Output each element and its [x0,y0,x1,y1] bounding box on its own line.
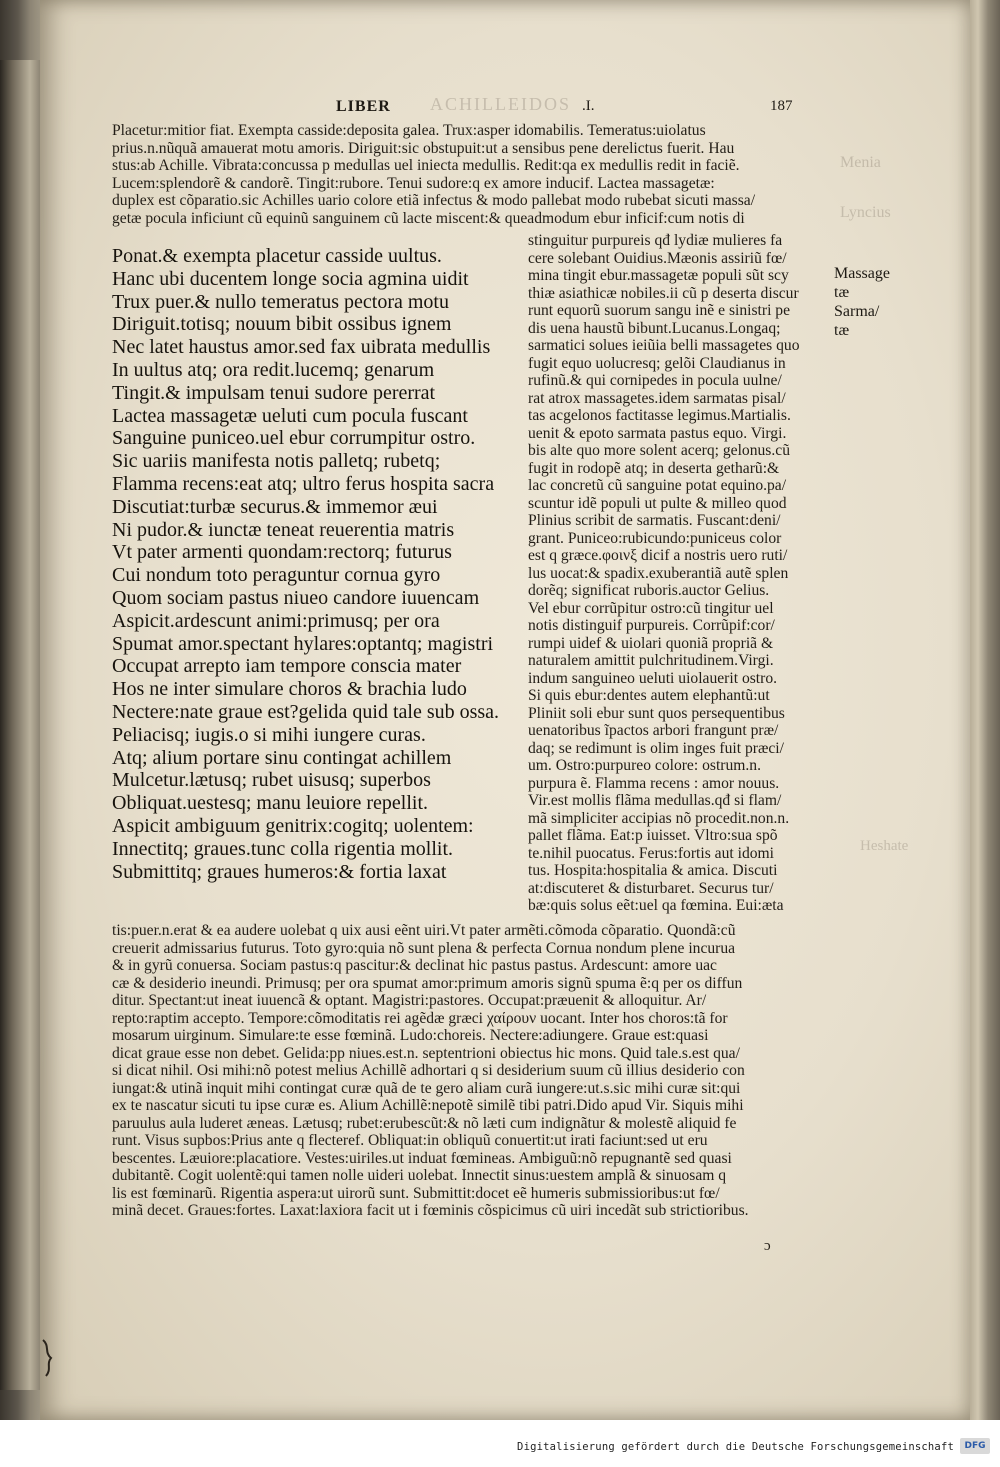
commentary-line: uenatoribus ĩpactos arbori frangunt præ/ [528,722,779,739]
commentary-line: minã decet. Graues:fortes. Laxat:laxiora facit ut i fœminis cõspicimus cũ uiri incedãt sub strictioribus. [112,1202,749,1219]
verse-line: Lactea massagetæ ueluti cum pocula fuscant [112,404,468,427]
verse-line: Aspicit ambiguum genitrix:cogitq; uolentem: [112,814,474,837]
commentary-line: runt. Visus supbos:Prius ante q flecteref. Obliquat:in obliquũ conuertit:ut irati faciunt:sed ut eru [112,1132,708,1149]
verse-line: Obliquat.uestesq; manu leuiore repellit. [112,792,429,815]
commentary-line: & in gyrũ conuersa. Sociam pastus:q pascitur:& declinat hic pastus pastus. Ardescunt: amore uac [112,957,717,974]
commentary-line: indum sanguineo ueluti uiolauerit ostro. [528,669,778,687]
commentary-line: ex te nascatur sicuti tu ipse curæ es. Alium Achillẽ:nepotẽ similẽ tibi patri.Dido apud Vir. Siquis mihi [112,1097,744,1114]
show-through-marginalia-2: Heshate [860,838,909,854]
marginal-notes [834,264,890,340]
commentary-line: Si quis ebur:dentes autem elephantũ:ut [528,687,770,704]
commentary-line: repto:raptim accepto. Tempore:cõmoditatis rei agẽdæ græci χαίρουν uocant. Inter hos choros:tã for [112,1009,728,1027]
commentary-line: Pliniit soli ebur sunt quos persequentibus [528,704,785,722]
commentary-line: Vel ebur corrũpitur ostro:cũ tingitur uel [528,599,774,617]
commentary-line: rufinũ.& qui cornipedes in pocula uulne/ [528,372,782,389]
verse-line: Nectere:nate graue est?gelida quid tale sub ossa. [112,700,500,723]
verse-line: Atq; alium portare sinu contingat achillem [112,746,452,769]
commentary-line: dis uena haustũ bibunt.Lucanus.Longaq; [528,319,781,337]
commentary-line: mosarum uirginum. Simulare:te esse fœminã. Ludo:choreis. Nectere:adiungere. Graue est:quasi [112,1027,709,1044]
verse-line: Ni pudor.& iunctæ teneat reuerentia matris [112,518,455,541]
commentary-line: lus uocat:& spadix.exuberantiã autẽ splen [528,564,789,582]
right-commentary [528,232,800,915]
marginal-note-line: Sarma/ [834,303,880,320]
commentary-line: paruulus aula luderet æneas. Lætusq; rubet:erubescũt:& nõ læti cum indignãtur & molestẽ aliquid fe [112,1114,737,1132]
verse-line: Tingit.& impulsam tenui sudore pererrat [112,381,436,404]
commentary-line: tis:puer.n.erat & ea audere uolebat q uix ausi eẽnt uiri.Vt pater armẽti.cõmoda cõparatio. Quondã:cũ [112,922,736,939]
verse-line: Occupat arrepto iam tempore conscia mater [112,655,462,678]
commentary-line: dubitantẽ. Cogit uolentẽ:qui tamen nolle uideri uolebat. Innectit sinus:uestem amplã & sinuosam q [112,1167,727,1184]
verse-line: Cui nondum toto peraguntur cornua gyro [112,564,441,587]
running-title: LIBER [336,98,391,115]
show-through-text: ACHILLEIDOS [430,94,571,114]
dfg-logo: DFG [960,1438,990,1454]
commentary-line: bescentes. Læuiore:placatiore. Vestes:uiriles.ut induat fœmineas. Ambiguũ:nõ repugnantẽ sed quasi [112,1149,732,1167]
verse-line: Submittitq; graues humeros:& fortia laxat [112,860,447,883]
commentary-line: at:discuteret & disturbaret. Securus tur/ [528,879,774,897]
commentary-line: getæ pocula inficiunt cũ equinũ sanguinem cũ lacte miscent:& queadmodum ebur inficif:cum notis di [112,209,745,227]
commentary-line: dorẽq; significat ruboris.auctor Gelius. [528,582,770,599]
commentary-line: grant. Puniceo:rubicundo:puniceus color [528,529,782,547]
previous-page-edge [0,60,40,1390]
digitization-credit: Digitalisierung gefördert durch die Deutsche Forschungsgemeinschaft [517,1441,954,1453]
verse-line: In uultus atq; ora redit.lucemq; genarum [112,358,435,381]
commentary-line: prius.n.nũquã amauerat motu amoris. Diriguit:sic obstupuit:ut a sensibus pene derelictus fuerit. Hau [112,139,735,157]
show-through-marginalia: Menia Lyncius [840,154,891,221]
commentary-line: thiæ asiathicæ nobiles.ii cũ p deserta discur [528,284,799,302]
verse-line: Peliacisq; iugis.o si mihi iungere curas. [112,723,426,746]
commentary-line: stinguitur purpureis qđ lydiæ mulieres fa [528,232,783,249]
verse-line: Nec latet haustus amor.sed fax uibrata medullis [112,336,491,359]
commentary-line: iungat:& utinã inquit mihi contingat curæ quã de te gero aliam curã iungere:ut.s.sic mihi curæ sit:qui [112,1079,741,1097]
commentary-line: cæ & desiderio ineundi. Primusq; per ora spumat amor:primum amoris signũ spuma ẽ:q per os diffun [112,974,743,992]
marginal-note-line: Massage [834,265,890,282]
commentary-line: fugit in rodopẽ atq; in deserta getharũ:& [528,459,780,477]
commentary-line: te.nihil puocatus. Ferus:fortis aut idomi [528,844,775,862]
commentary-line: est q græce.φοινξ dicif a nostris uero ruti/ [528,547,788,564]
verse-line: Trux puer.& nullo temeratus pectora motu [112,290,449,313]
commentary-line: Vir.est mollis flãma medullas.qđ si flam/ [528,792,782,809]
commentary-line: si dicat nihil. Osi mihi:nõ potest melius Achillẽ adhortari q si desiderium suum cũ illius desiderio con [112,1062,745,1079]
page-right-edge [970,0,1000,1420]
commentary-line: tus. Hospita:hospitalia & amica. Discuti [528,862,778,879]
commentary-line: dicat graue esse non debet. Gelida:pp niues.est.n. septentrioni obiectus hic mons. Quid tale.s.est qua/ [112,1044,740,1062]
commentary-line: lis est fœminarũ. Rigentia aspera:ut uirorũ sunt. Submittit:docet eẽ humeris submissioribus:ut fœ/ [112,1184,720,1202]
commentary-line: bis alte quo more solent acerq; gelonus.cũ [528,442,790,459]
verse-line: Sanguine puniceo.uel ebur corrumpitur ostro. [112,427,476,450]
verse-text [112,245,499,883]
commentary-line: notis distinguif purpureis. Corrũpif:cor/ [528,617,775,634]
verse-line: Diriguit.totisq; nouum bibit ossibus ignem [112,313,452,336]
commentary-line: uenit & epoto sarmata pastus equo. Virgi. [528,424,787,442]
commentary-line: tas acgelonos factitasse legimus.Martialis. [528,407,791,424]
commentary-line: um. Ostro:purpureo colore: ostrum.n. [528,757,762,774]
verse-line: Discutiat:turbæ securus.& immemor æui [112,495,438,518]
commentary-line: stus:ab Achille. Vibrata:concussa p medullas uel iniecta medullis. Redit:qa ex medullis redit in faciẽ. [112,157,740,174]
ink-smudge [40,1338,58,1378]
commentary-line: Placetur:mitior fiat. Exempta casside:deposita galea. Trux:asper idomabilis. Temeratus:uiolatus [112,122,706,139]
verse-line: Hanc ubi ducentem longe socia agmina uidit [112,267,469,290]
commentary-line: runt equorũ suorum sangu inẽ e sinistri pe [528,302,791,319]
marginal-note-line: tæ [834,284,850,301]
marginal-note-line: tæ [834,322,850,339]
commentary-line: rumpi uidef & uiolari quoniã propriã & [528,634,774,652]
commentary-line: creuerit admissarius futurus. Toto gyro:quia nõ sunt plena & perfecta Cornua nondum plene incurua [112,939,736,957]
folio-number: 187 [770,98,793,114]
commentary-line: Plinius scribit de sarmatis. Fuscant:deni/ [528,512,781,529]
commentary-line: mina tingit ebur.massagetæ populi sũt scy [528,267,789,284]
commentary-line: fugit equo uolucresq; gelõi Claudianus in [528,354,786,372]
verse-line: Aspicit.ardescunt animi:primusq; per ora [112,609,440,632]
commentary-line: scuntur idẽ populi ut pulte & milleo quod [528,494,787,512]
commentary-line: rat atrox massagetes.idem sarmatas pisal/ [528,389,786,407]
verse-line: Flamma recens:eat atq; ultro ferus hospita sacra [112,472,495,495]
commentary-line: sarmatici solues ieiũia belli massagetes quo [528,337,800,354]
verse-line: Hos ne inter simulare choros & brachia ludo [112,678,467,701]
commentary-line: Lucem:splendorẽ & candorẽ. Tingit:rubore. Tenui sudore:q ex amore inducif. Lactea massagetæ: [112,174,715,192]
verse-line: Vt pater armenti quondam:rectorq; futurus [112,541,452,564]
commentary-line: daq; se redimunt is olim inges fuit præci/ [528,739,784,757]
commentary-line: ditur. Spectant:ut ineat iuuencã & optant. Magistri:pastores. Occupat:præuenit & alloquitur. Ar/ [112,992,707,1009]
verse-line: Spumat amor.spectant hylares:optantq; magistri [112,632,494,655]
verse-line: Innectitq; graues.tunc colla rigentia mollit. [112,837,454,860]
verse-line: Quom sociam pastus niueo candore iuuencam [112,586,480,609]
commentary-line: bæ:quis solus eẽt:uel qa fœmina. Eui:æta [528,897,784,914]
top-commentary [112,122,755,227]
commentary-line: naturalem amittit pulchritudinem.Virgi. [528,652,774,669]
commentary-line: purpura ẽ. Flamma recens : amor nouus. [528,774,780,792]
verse-line: Ponat.& exempta placetur casside uultus. [112,245,442,267]
bottom-commentary [112,922,749,1220]
verse-line: Mulcetur.lætusq; rubet uisusq; superbos [112,769,431,792]
verse-line: Sic uariis manifesta notis palletq; rubetq; [112,450,441,473]
commentary-line: lac concretũ cũ sanguine potat equino.pa/ [528,477,787,494]
commentary-line: cere solebant Ouidius.Mæonis assiriũ fœ/ [528,249,787,267]
book-number: .I. [582,98,595,114]
commentary-line: duplex est cõparatio.sic Achilles uario colore etiã infectus & modo pallebat modo rubebat sicuti massa/ [112,192,756,209]
commentary-line: pallet flãma. Eat:p iuisset. Vltro:sua spõ [528,827,778,844]
signature-mark: ɔ [764,1238,771,1254]
commentary-line: mã simpliciter accipias nõ procedit.non.n. [528,809,790,827]
